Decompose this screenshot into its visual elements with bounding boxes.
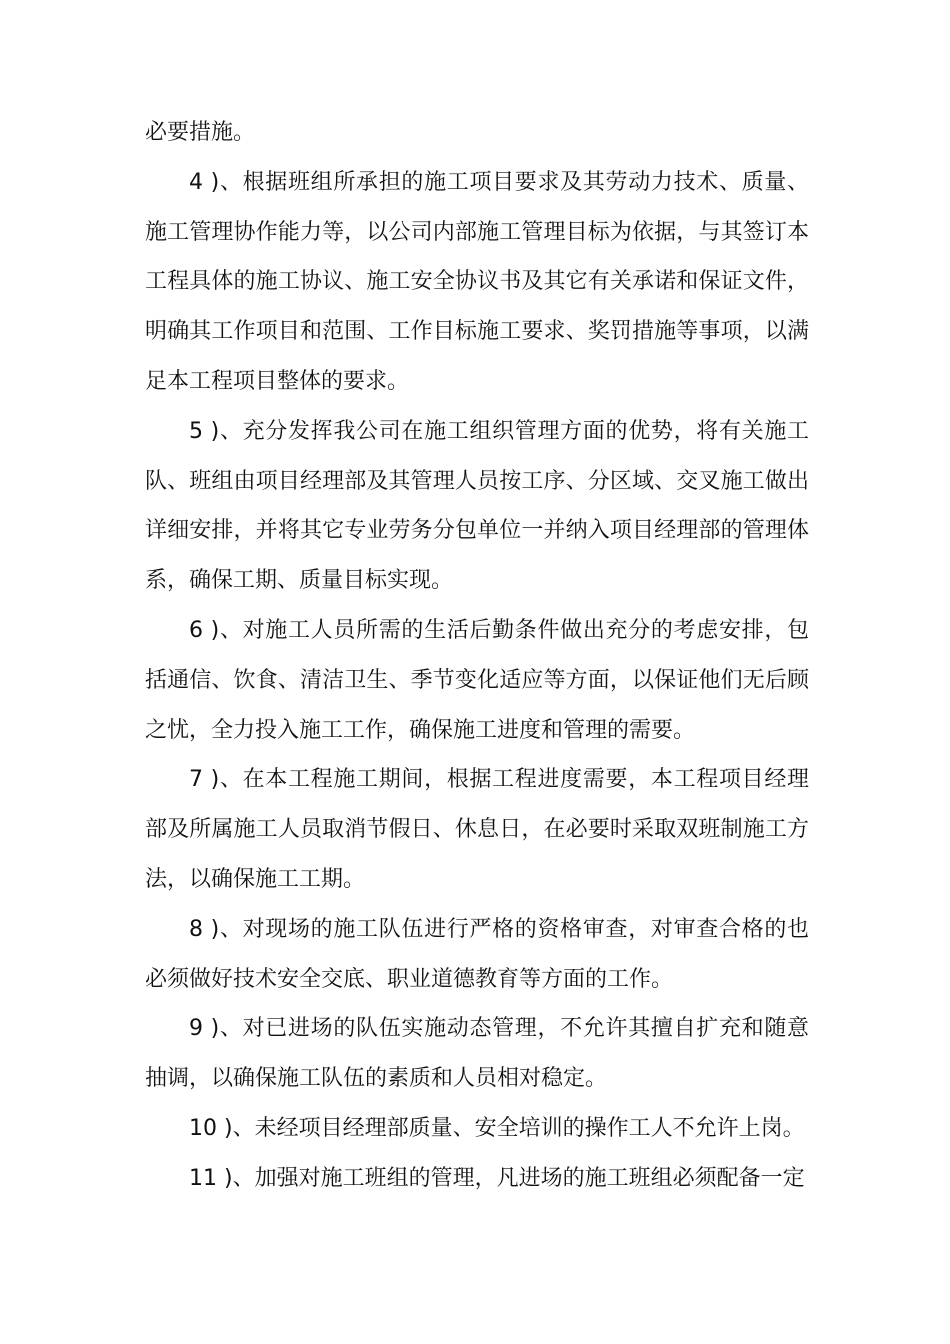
paragraph-item-6: 6 )、对施工人员所需的生活后勤条件做出充分的考虑安排，包括通信、饮食、清洁卫生、季节变化适应等方面，以保证他们无后顾之忧，全力投入施工工作，确保施工进度和管理的需要。 xyxy=(145,617,809,743)
document-body xyxy=(145,108,809,1204)
paragraph-item-8: 8 )、对现场的施工队伍进行严格的资格审查，对审查合格的也必须做好技术安全交底、职业道德教育等方面的工作。 xyxy=(145,916,809,992)
paragraph-continuation: 必要措施。 xyxy=(145,120,256,145)
paragraph-item-7: 7 )、在本工程施工期间，根据工程进度需要，本工程项目经理部及所属施工人员取消节假日、休息日，在必要时采取双班制施工方法，以确保施工工期。 xyxy=(145,767,809,892)
paragraph-item-4: 4 )、根据班组所承担的施工项目要求及其劳动力技术、质量、施工管理协作能力等，以公司内部施工管理目标为依据，与其签订本工程具体的施工协议、施工安全协议书及其它有关承诺和保证文件，明确其工作项目和范围、工作目标施工要求、奖罚措施等事项，以满足本工程项目整体的要求。 xyxy=(145,169,809,394)
paragraph-item-10: 10 )、未经项目经理部质量、安全培训的操作工人不允许上岗。 xyxy=(189,1115,805,1141)
paragraph-item-11: 11 )、加强对施工班组的管理，凡进场的施工班组必须配备一定 xyxy=(189,1165,805,1191)
paragraph-item-5: 5 )、充分发挥我公司在施工组织管理方面的优势，将有关施工队、班组由项目经理部及其管理人员按工序、分区域、交叉施工做出详细安排，并将其它专业劳务分包单位一并纳入项目经理部的管理体系，确保工期、质量目标实现。 xyxy=(145,418,809,594)
paragraph-item-9: 9 )、对已进场的队伍实施动态管理，不允许其擅自扩充和随意抽调，以确保施工队伍的素质和人员相对稳定。 xyxy=(145,1016,809,1092)
